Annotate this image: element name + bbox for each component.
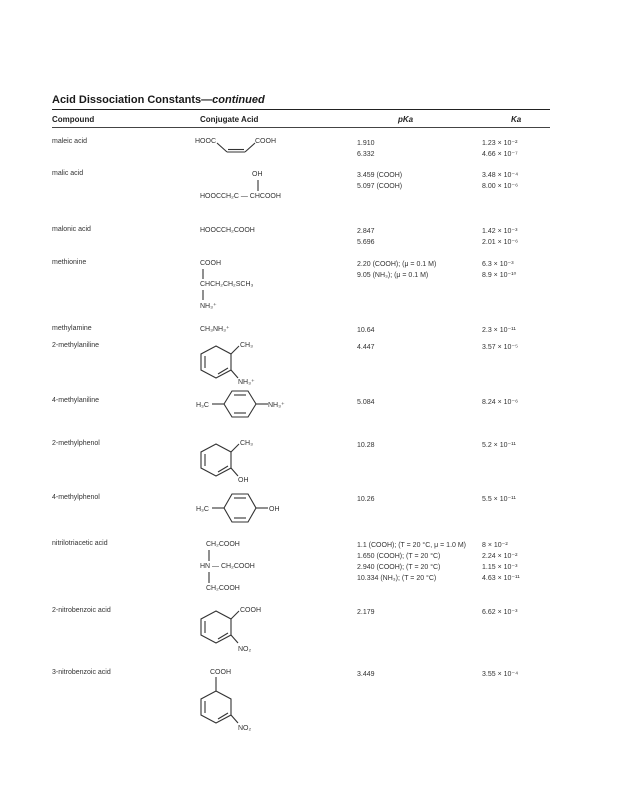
title-dash: — [201,94,213,106]
compound-name: 3-nitrobenzoic acid [52,669,111,676]
formula-text: CHCH₂CH₂SCH₃ [200,281,254,288]
pka-value: 5.696 [357,239,375,246]
formula-text: COOH [240,607,261,614]
formula-text: CH₂COOH [206,541,240,548]
malic-bond [256,180,262,192]
pka-value: 2.20 (COOH); (μ = 0.1 M) [357,261,437,268]
ka-value: 5.5 × 10⁻¹¹ [482,496,516,503]
formula-text: CH₂COOH [206,585,240,592]
ka-value: 8.24 × 10⁻⁶ [482,399,518,406]
nta-bond-top [207,550,213,562]
pka-value: 4.447 [357,344,375,351]
ka-value: 1.42 × 10⁻³ [482,228,518,235]
ka-value: 6.62 × 10⁻³ [482,609,518,616]
formula-text: OH [252,171,263,178]
ka-value: 2.3 × 10⁻¹¹ [482,327,516,334]
ka-value: 3.55 × 10⁻⁴ [482,671,519,678]
pka-value: 3.459 (COOH) [357,172,403,179]
pka-value: 1.1 (COOH); (T = 20 °C, μ = 1.0 M) [357,542,467,549]
compound-name: 2-methylphenol [52,440,100,447]
compound-name: 2-methylaniline [52,342,100,349]
formula-text: NH₃⁺ [268,402,285,409]
header-ka: Ka [511,115,522,124]
pka-value: 10.26 [357,496,375,503]
pka-value: 10.28 [357,442,375,449]
top-rule [52,109,550,110]
pka-value: 10.334 (NH₃); (T = 20 °C) [357,575,437,582]
structure-4-methylaniline [196,389,316,421]
ka-value: 3.57 × 10⁻⁵ [482,344,518,351]
ka-value: 2.01 × 10⁻⁶ [482,239,518,246]
structure-2-methylphenol [196,438,276,488]
compound-name: maleic acid [52,138,88,145]
nta-bond-bottom [207,572,213,584]
ka-value: 5.2 × 10⁻¹¹ [482,442,516,449]
formula-text: NO₂ [238,725,252,732]
pka-value: 2.179 [357,609,375,616]
pka-value: 2.940 (COOH); (T = 20 °C) [357,564,441,571]
header-conjugate-acid: Conjugate Acid [200,115,259,124]
pka-value: 6.332 [357,151,375,158]
formula-text: HOOCCH₂COOH [200,227,255,234]
structure-3-nitrobenzoic-acid [196,667,276,735]
formula-text: HN — CH₂COOH [200,563,255,570]
ka-value: 4.63 × 10⁻¹¹ [482,575,520,582]
pka-value: 1.650 (COOH); (T = 20 °C) [357,553,441,560]
compound-name: nitrilotriacetic acid [52,540,108,547]
ka-value: 3.48 × 10⁻⁴ [482,172,519,179]
formula-text: COOH [255,138,276,145]
formula-text: CH₃ [240,440,253,447]
compound-name: 2-nitrobenzoic acid [52,607,111,614]
pka-value: 2.847 [357,228,375,235]
ka-value: 1.23 × 10⁻² [482,140,518,147]
pka-value: 5.084 [357,399,375,406]
pka-value: 9.05 (NH₃); (μ = 0.1 M) [357,272,429,279]
header-rule [52,127,550,128]
ka-value: 1.15 × 10⁻³ [482,564,518,571]
formula-text: H₃C [196,402,209,409]
formula-text: NO₂ [238,646,252,653]
pka-value: 1.910 [357,140,375,147]
ka-value: 6.3 × 10⁻³ [482,261,514,268]
formula-text: CH₃NH₃⁺ [200,326,230,333]
pka-value: 10.64 [357,327,375,334]
compound-name: malonic acid [52,226,91,233]
formula-text: OH [238,477,249,484]
formula-text: COOH [210,669,231,676]
compound-name: methylamine [52,325,92,332]
compound-name: 4-methylaniline [52,397,100,404]
formula-text: NH₃⁺ [238,379,255,386]
formula-text: HOOC [195,138,216,145]
header-compound: Compound [52,115,95,124]
structure-maleic-acid [195,136,305,158]
formula-text: H₃C [196,506,209,513]
ka-value: 8.9 × 10⁻¹⁰ [482,272,517,279]
title-main: Acid Dissociation Constants [52,94,202,106]
ka-value: 4.66 × 10⁻⁷ [482,151,518,158]
formula-text: COOH [200,260,221,267]
structure-4-methylphenol [196,488,306,526]
compound-name: methionine [52,259,87,266]
compound-name: malic acid [52,170,84,177]
title-continued: continued [212,94,265,106]
table-title [52,94,265,106]
formula-text: HOOCCH₂C — CHCOOH [200,193,281,200]
compound-name: 4-methylphenol [52,494,100,501]
methionine-bond-bottom [201,290,207,302]
structure-2-methylaniline [196,340,276,390]
formula-text: NH₃⁺ [200,303,217,310]
formula-text: CH₃ [240,342,253,349]
formula-text: OH [269,506,280,513]
ka-value: 2.24 × 10⁻² [482,553,518,560]
structure-2-nitrobenzoic-acid [196,605,276,655]
ka-value: 8.00 × 10⁻⁶ [482,183,518,190]
pka-value: 5.097 (COOH) [357,183,403,190]
header-pka: pKa [398,115,414,124]
ka-value: 8 × 10⁻² [482,542,508,549]
pka-value: 3.449 [357,671,375,678]
